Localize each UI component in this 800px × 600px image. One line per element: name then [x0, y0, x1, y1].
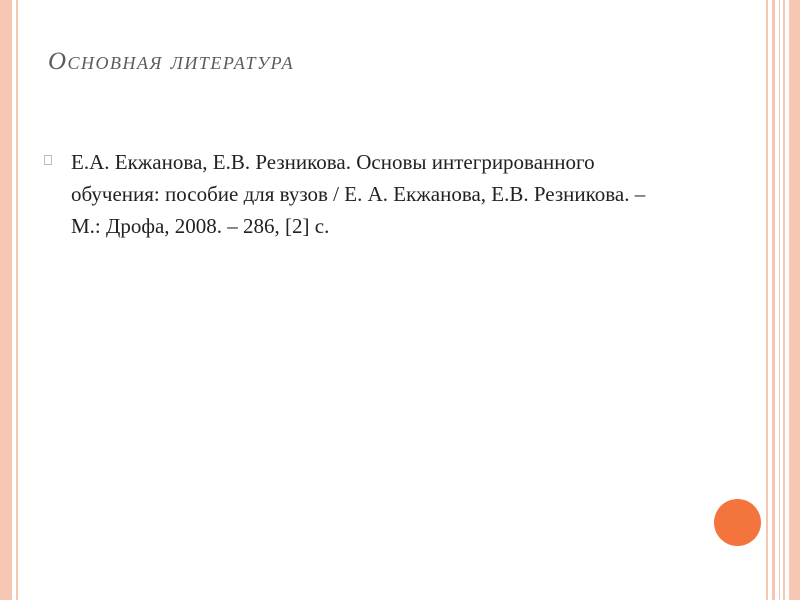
right-decor-stripe	[783, 0, 785, 600]
right-decor-stripe	[779, 0, 780, 600]
right-decor-stripe	[772, 0, 775, 600]
accent-circle	[714, 499, 761, 546]
bullet-text: Е.А. Екжанова, Е.В. Резникова. Основы интегрированного обучения: пособие для вузов / Е. А. Екжанова, Е.В. Резникова. – М.: Дрофа, 2008. – 286, [2] с.	[71, 150, 646, 238]
right-decor-stripe	[789, 0, 800, 600]
slide-title: Основная литература	[48, 48, 295, 75]
left-decor-bar	[0, 0, 12, 600]
right-decor-stripe	[766, 0, 768, 600]
bullet-icon	[44, 155, 52, 165]
slide-content	[44, 146, 684, 242]
left-decor-line	[16, 0, 18, 600]
bullet-item	[44, 146, 684, 242]
